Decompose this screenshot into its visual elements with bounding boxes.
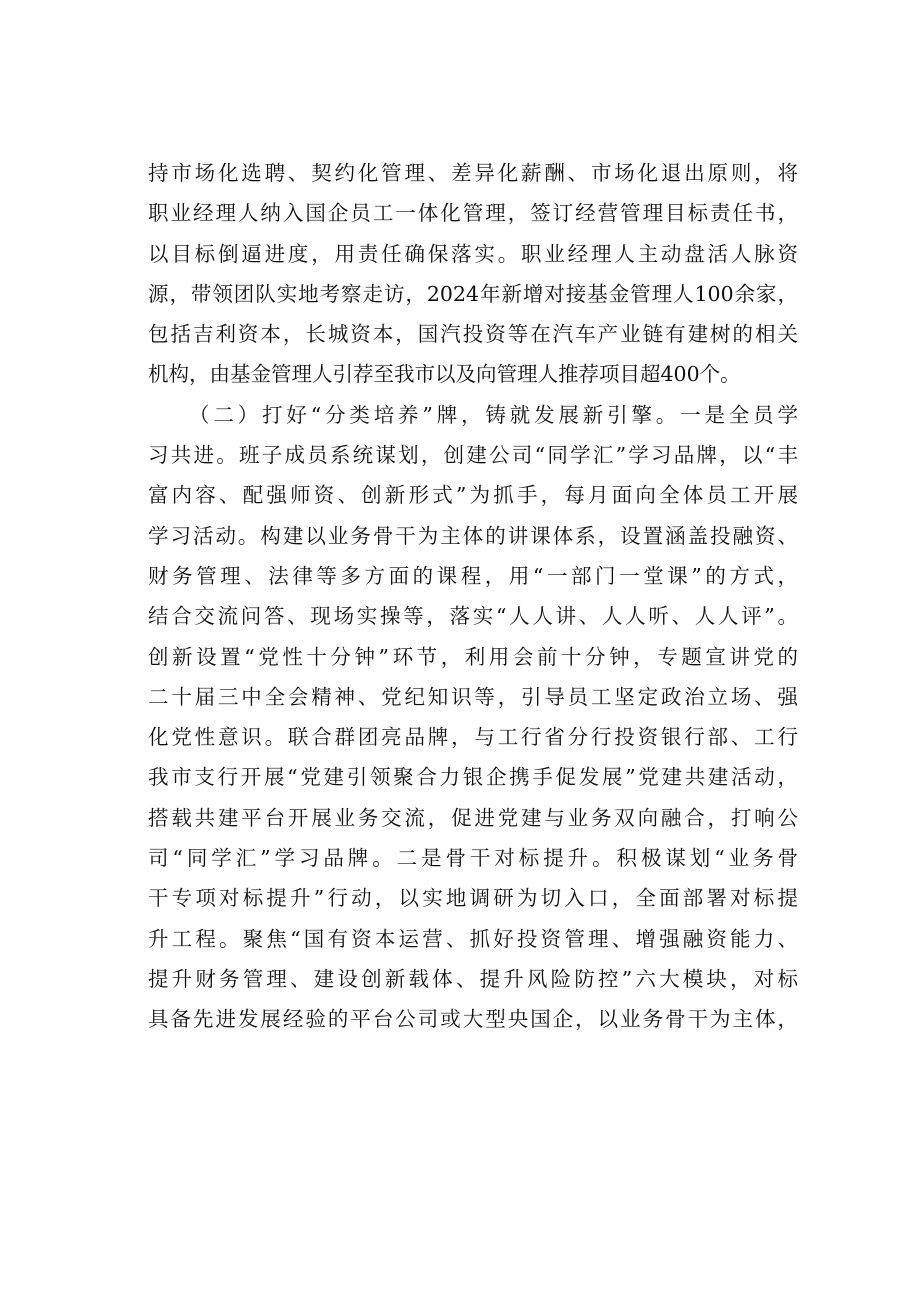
text-line-19: 干专项对标提升”行动，以实地调研为切入口，全面部署对标提 [148, 886, 798, 911]
text-line-10: 学习活动。构建以业务骨干为主体的讲课体系，设置涵盖投融资、 [148, 523, 798, 548]
text-line-2: 职业经理人纳入国企员工一体化管理，签订经营管理目标责任书， [148, 201, 798, 226]
text-line-13: 创新设置“党性十分钟”环节，利用会前十分钟，专题宣讲党的 [148, 644, 798, 669]
text-line-7: （二）打好“分类培养”牌，铸就发展新引擎。一是全员学 [189, 402, 798, 427]
text-line-15: 化党性意识。联合群团亮品牌，与工行省分行投资银行部、工行 [148, 725, 798, 750]
text-line-20: 升工程。聚焦“国有资本运营、抓好投资管理、增强融资能力、 [148, 926, 798, 951]
text-line-12: 结合交流问答、现场实操等，落实“人人讲、人人听、人人评”。 [148, 604, 798, 629]
text-line-16: 我市支行开展“党建引领聚合力银企携手促发展”党建共建活动， [148, 765, 798, 790]
text-line-8: 习共进。班子成员系统谋划，创建公司“同学汇”学习品牌，以“丰 [148, 443, 798, 468]
text-line-9: 富内容、配强师资、创新形式”为抓手，每月面向全体员工开展 [148, 483, 798, 508]
text-line-14: 二十届三中全会精神、党纪知识等，引导员工坚定政治立场、强 [148, 684, 798, 709]
text-line-4: 源，带领团队实地考察走访，2024年新增对接基金管理人100余家， [148, 281, 798, 306]
text-line-22: 具备先进发展经验的平台公司或大型央国企，以业务骨干为主体， [148, 1007, 798, 1032]
text-line-1: 持市场化选聘、契约化管理、差异化薪酬、市场化退出原则，将 [148, 161, 798, 185]
text-line-17: 搭载共建平台开展业务交流，促进党建与业务双向融合，打响公 [148, 805, 798, 830]
text-line-6: 机构，由基金管理人引荐至我市以及向管理人推荐项目超400个。 [148, 362, 741, 387]
text-line-3: 以目标倒逼进度，用责任确保落实。职业经理人主动盘活人脉资 [148, 241, 798, 266]
text-line-21: 提升财务管理、建设创新载体、提升风险防控”六大模块，对标 [148, 966, 798, 991]
text-line-11: 财务管理、法律等多方面的课程，用“一部门一堂课”的方式， [148, 563, 798, 588]
text-line-5: 包括吉利资本，长城资本，国汽投资等在汽车产业链有建树的相关 [148, 322, 798, 347]
text-line-18: 司“同学汇”学习品牌。二是骨干对标提升。积极谋划“业务骨 [148, 846, 798, 871]
body-text [148, 153, 798, 1040]
